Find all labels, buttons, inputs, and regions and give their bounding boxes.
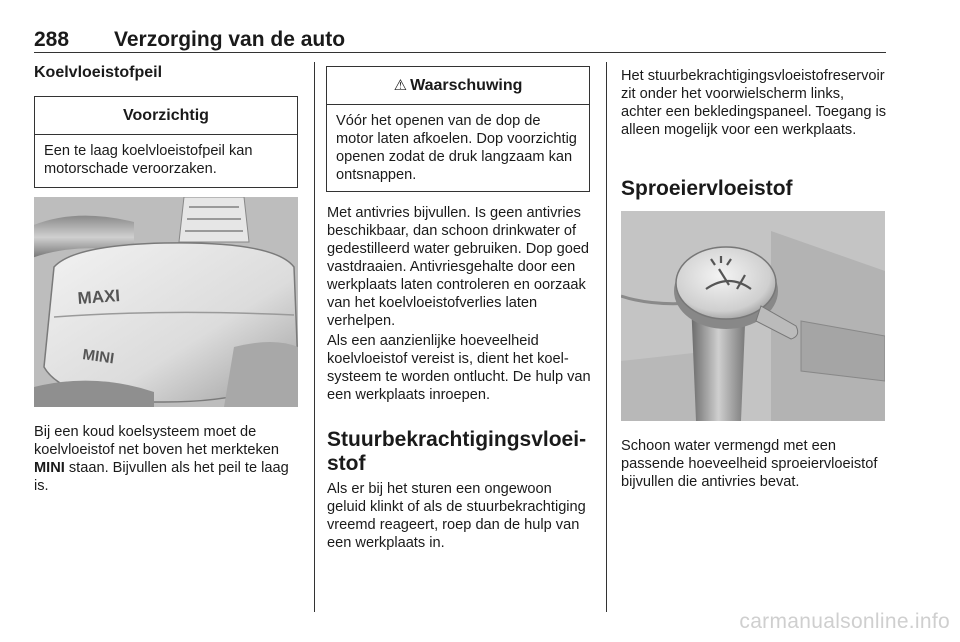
warning-triangle-icon: ⚠ [393, 77, 408, 94]
column-divider-left [314, 62, 315, 612]
coolant-tank-drawing [34, 197, 298, 407]
coolant-paragraph [34, 423, 300, 495]
power-steering-heading: Stuurbekrachtigingsvloeistof [327, 428, 587, 475]
column-divider-right [606, 62, 607, 612]
antifreeze-paragraph: Met antivries bijvullen. Is geen antivries beschikbaar, dan schoon drinkwater of gedestilleerd water gebruiken. Dop goed vastdraaien. Antivriesgehalte door een werkplaats laten controleren en oorzaak van het koelvloeistofverlies laten verhelpen. [327, 205, 590, 329]
power-steering-paragraph: Als er bij het sturen een ongewoon geluid klinkt of als de stuurbekrachtiging vreemd reageert, roep dan de hulp van een werkplaats in. [327, 481, 586, 551]
caution-text: Een te laag koelvloeistofpeil kan motorschade veroorzaken. [44, 143, 253, 177]
subheading-coolant-level: Koelvloeistofpeil [34, 64, 163, 81]
warning-title-row [327, 67, 589, 105]
tank-min-label: MINI [81, 346, 116, 368]
coolant-paragraph-bold: MINI [34, 460, 65, 476]
coolant-tank-illustration [34, 197, 298, 407]
washer-reservoir-drawing [621, 211, 885, 421]
bleed-paragraph: Als een aanzienlijke hoeveelheid koelvloeistof vereist is, dient het koelsysteem te worden ontlucht. De hulp van een werkplaats inroepen. [327, 333, 591, 403]
washer-fluid-heading: Sproeiervloeistof [621, 177, 793, 200]
coolant-paragraph-end: staan. Bijvullen als het peil te laag is. [34, 460, 289, 494]
washer-reservoir-illustration [621, 211, 885, 421]
reservoir-location-paragraph: Het stuurbekrachtigingsvloeistofreservoir zit onder het voorwielscherm links, achter een bekledingspaneel. Toegang is alleen mogelijk voor een werkplaats. [621, 68, 887, 138]
caution-box [34, 96, 298, 188]
page-title: Verzorging van de auto [114, 28, 346, 51]
washer-fluid-paragraph: Schoon water vermengd met een passende hoeveelheid sproeiervloeistof bijvullen die antivries bevat. [621, 438, 878, 490]
warning-text: Vóór het openen van de dop de motor laten afkoelen. Dop voorzichtig openen zodat de druk langzaam kan ontsnappen. [336, 113, 577, 183]
tank-max-label: MAXI [76, 286, 121, 308]
page-number: 288 [34, 28, 70, 51]
caution-title: Voorzichtig [35, 97, 297, 135]
watermark: carmanualsonline.info [739, 610, 950, 633]
header-rule [34, 52, 886, 53]
page-header [34, 28, 886, 52]
coolant-paragraph-start: Bij een koud koelsysteem moet de koelvloeistof net boven het merkteken [34, 424, 279, 458]
warning-title: Waarschuwing [410, 77, 523, 94]
warning-box [326, 66, 590, 192]
